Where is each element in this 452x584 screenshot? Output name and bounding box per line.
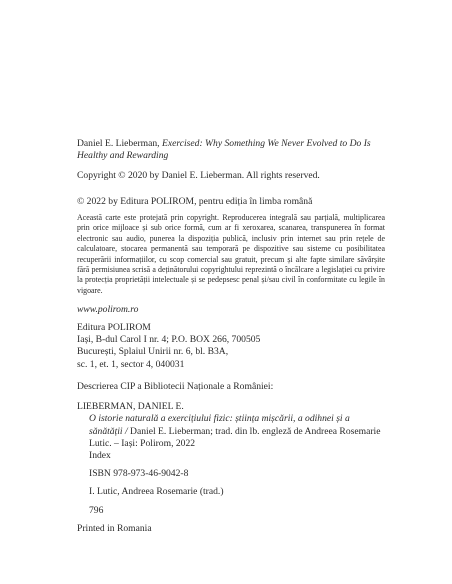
cip-index: Index	[89, 450, 111, 462]
publisher-name: Editura POLIROM	[77, 322, 151, 333]
edition-copyright	[77, 196, 385, 208]
cip-class-number: 796	[89, 504, 104, 516]
original-author: Daniel E. Lieberman,	[77, 138, 162, 149]
rights-notice-text: Această carte este protejată prin copyright. Reproducerea integrală sau parțială, multiplicarea prin orice mijloace și sub orice formă, cum ar fi xeroxarea, scanarea, transpunerea în format electronic sau audio, punerea la dispoziția publică, inclusiv prin internet sau prin rețele de calculatoare, stocarea permanentă sau temporară pe dispozitive sau sisteme cu posibilitatea recuperării informațiilor, cu scop comercial sau gratuit, precum și alte fapte similare săvârșite fără permisiunea scrisă a deținătorului copyrightului reprezintă o încălcare a legislației cu privire la protecția proprietății intelectuale și se pedepsesc penal și/sau civil în conformitate cu legile în vigoare.	[77, 213, 385, 295]
printed-in: Printed in Romania	[77, 522, 152, 534]
original-copyright-text: Copyright © 2020 by Daniel E. Lieberman. All rights reserved.	[77, 170, 320, 181]
publisher-address-line-1: Iași, B-dul Carol I nr. 4; P.O. BOX 266, 700505	[77, 334, 261, 346]
publisher-address-line-2: București, Splaiul Unirii nr. 6, bl. B3A,	[77, 346, 229, 358]
cip-heading: Descrierea CIP a Bibliotecii Naționale a României:	[77, 381, 274, 392]
cip-author: LIEBERMAN, DANIEL E.	[77, 401, 184, 413]
original-copyright	[77, 170, 385, 182]
original-credit	[77, 138, 385, 162]
edition-copyright-text: © 2022 by Editura POLIROM, pentru ediția în limba română	[77, 196, 313, 207]
cip-title: O istorie naturală a exercițiului fizic: știința mișcării, a odihnei și a sănătății /	[89, 413, 350, 437]
publisher-address-line-3: sc. 1, et. 1, sector 4, 040031	[77, 358, 185, 370]
cip-isbn: ISBN 978-973-46-9042-8	[89, 468, 189, 480]
cip-translator: I. Lutic, Andreea Rosemarie (trad.)	[89, 486, 224, 498]
website	[77, 304, 385, 316]
original-title: Exercised: Why Something We Never Evolved to Do Is Healthy and Rewarding	[77, 138, 371, 162]
cip-description	[77, 381, 385, 535]
website-link[interactable]: www.polirom.ro	[77, 304, 139, 315]
rights-notice	[77, 213, 385, 296]
publisher-address	[77, 322, 385, 371]
cip-credits: Daniel E. Lieberman; trad. din lb. engleză de Andreea Rosemarie Lutic. – Iași: Polirom, 2022	[89, 425, 381, 449]
